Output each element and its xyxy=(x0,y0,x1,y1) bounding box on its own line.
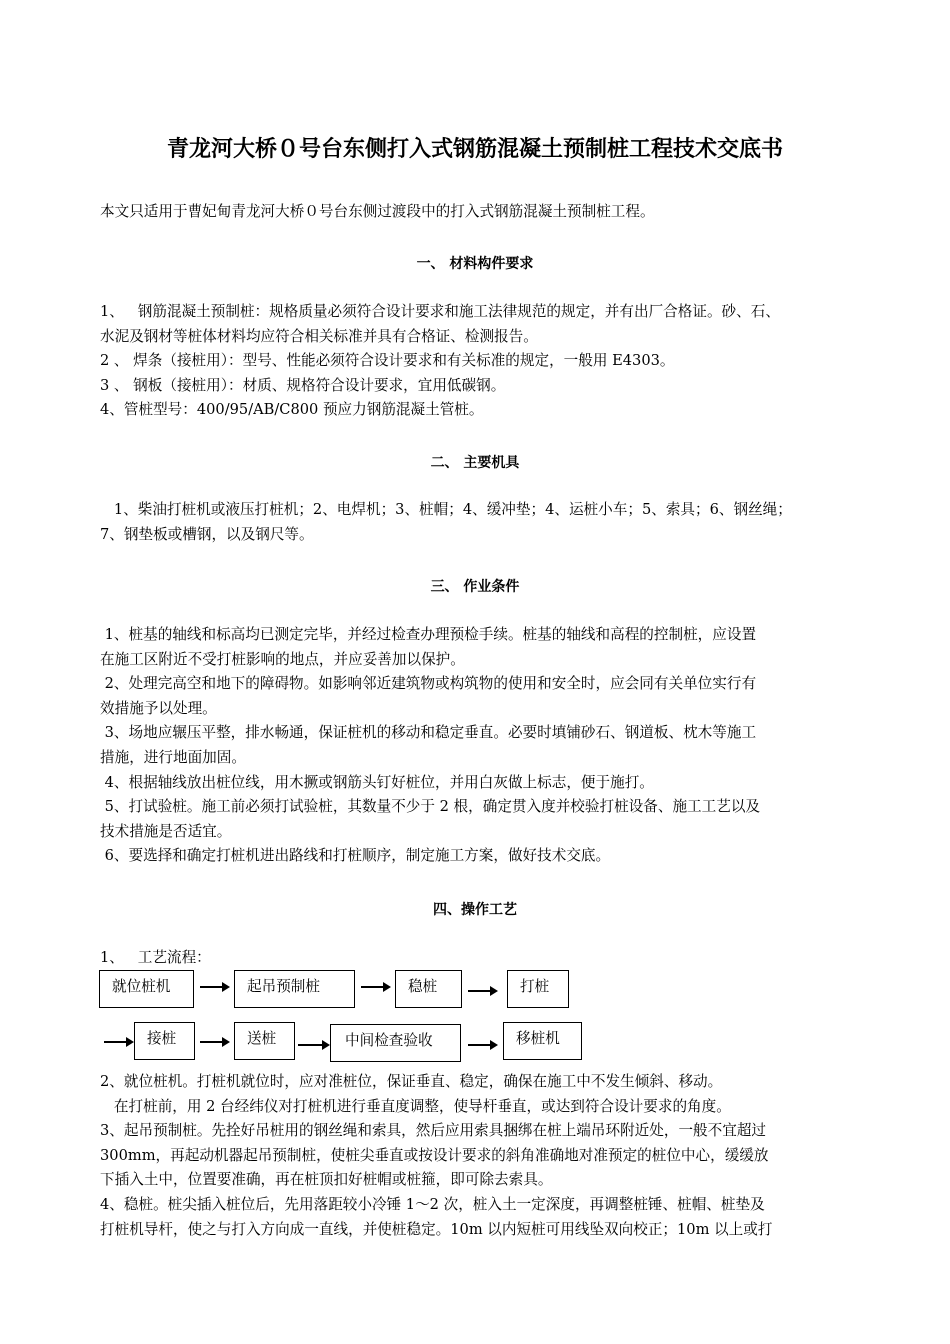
section4-line: 300mm，再起动机器起吊预制桩，使桩尖垂直或按设计要求的斜角准确地对准预定的桩位中心，缓缓放 xyxy=(100,1147,769,1164)
section3-line: 6、要选择和确定打桩机进出路线和打桩顺序，制定施工方案，做好技术交底。 xyxy=(100,847,611,864)
section4-line: 2、就位桩机。打桩机就位时，应对准桩位，保证垂直、稳定，确保在施工中不发生倾斜、移动。 xyxy=(100,1073,723,1090)
section1-line: 水泥及钢材等桩体材料均应符合相关标准并具有合格证、检测报告。 xyxy=(100,328,538,345)
section3-line: 3、场地应辗压平整，排水畅通，保证桩机的移动和稳定垂直。必要时填铺砂石、钢道板、枕木等施工 xyxy=(100,724,757,741)
section1-line: 2 、 焊条（接桩用）：型号、性能必须符合设计要求和有关标准的规定，一般用 E4303。 xyxy=(100,352,675,369)
section4-line: 打桩机导杆，使之与打入方向成一直线，并使桩稳定。10m 以内短桩可用线坠双向校正；10m 以上或打 xyxy=(100,1221,773,1238)
section-heading-equipment: 二、 主要机具 xyxy=(430,455,520,471)
section-heading-conditions: 三、 作业条件 xyxy=(430,579,520,595)
flow-arrow xyxy=(468,1040,498,1050)
section2-line: 1、柴油打桩机或液压打桩机；2、电焊机；3、桩帽；4、缓冲垫；4、运桩小车；5、索具；6、钢丝绳； xyxy=(100,501,792,518)
flow-arrow xyxy=(298,1040,330,1050)
section3-line: 2、处理完高空和地下的障碍物。如影响邻近建筑物或构筑物的使用和安全时，应会同有关单位实行有 xyxy=(100,675,757,692)
flow-arrow xyxy=(200,1037,230,1047)
section3-line: 技术措施是否适宜。 xyxy=(100,823,232,840)
section4-line: 下插入土中，位置要准确，再在桩顶扣好桩帽或桩箍，即可除去索具。 xyxy=(100,1171,553,1188)
flow-step-inspection: 中间检查验收 xyxy=(330,1024,461,1062)
section-heading-materials: 一、 材料构件要求 xyxy=(416,256,534,272)
flow-arrow xyxy=(361,982,391,992)
section2-line: 7、钢垫板或槽钢，以及钢尺等。 xyxy=(100,526,314,543)
section-heading-process: 四、操作工艺 xyxy=(433,902,517,918)
flow-arrow xyxy=(468,986,498,996)
section4-line: 4、稳桩。桩尖插入桩位后，先用落距较小冷锤 1～2 次，桩入土一定深度，再调整桩锤、桩帽、桩垫及 xyxy=(100,1196,765,1213)
section3-line: 4、根据轴线放出桩位线，用木撅或钢筋头钉好桩位，并用白灰做上标志，便于施打。 xyxy=(100,774,654,791)
process-flow-label: 1、 工艺流程： xyxy=(100,949,211,966)
section3-line: 在施工区附近不受打桩影响的地点，并应妥善加以保护。 xyxy=(100,651,465,668)
section4-line: 在打桩前，用 2 台经纬仪对打桩机进行垂直度调整，使导杆垂直，或达到符合设计要求的角度。 xyxy=(100,1098,731,1115)
flow-arrow xyxy=(104,1037,134,1047)
section4-line: 3、起吊预制桩。先拴好吊桩用的钢丝绳和索具，然后应用索具捆绑在桩上端吊环附近处，一般不宜超过 xyxy=(100,1122,767,1139)
section1-line: 4、管桩型号：400/95/AB/C800 预应力钢筋混凝土管桩。 xyxy=(100,401,484,418)
section3-line: 效措施予以处理。 xyxy=(100,700,217,717)
document-title: 青龙河大桥０号台东侧打入式钢筋混凝土预制桩工程技术交底书 xyxy=(166,137,783,162)
section1-line: 1、 钢筋混凝土预制桩：规格质量必须符合设计要求和施工法律规范的规定，并有出厂合格证。砂、石、 xyxy=(100,303,780,320)
section3-line: 1、桩基的轴线和标高均已测定完毕，并经过检查办理预检手续。桩基的轴线和高程的控制桩，应设置 xyxy=(100,626,757,643)
section1-line: 3 、 钢板（接桩用）：材质、规格符合设计要求，宜用低碳钢。 xyxy=(100,377,506,394)
section3-line: 措施，进行地面加固。 xyxy=(100,749,246,766)
flow-step-drive-pile: 打桩 xyxy=(507,970,569,1008)
flow-arrow xyxy=(200,982,230,992)
flow-step-lift-pile: 起吊预制桩 xyxy=(234,970,355,1008)
flow-step-splice-pile: 接桩 xyxy=(134,1022,195,1060)
flow-step-position-rig: 就位桩机 xyxy=(99,970,194,1008)
flow-step-follow-pile: 送桩 xyxy=(234,1022,295,1060)
section3-line: 5、打试验桩。施工前必须打试验桩，其数量不少于 2 根，确定贯入度并校验打桩设备、施工工艺以及 xyxy=(100,798,761,815)
intro-text: 本文只适用于曹妃甸青龙河大桥０号台东侧过渡段中的打入式钢筋混凝土预制桩工程。 xyxy=(100,203,655,220)
flow-step-move-rig: 移桩机 xyxy=(503,1022,582,1060)
flow-step-stabilize-pile: 稳桩 xyxy=(395,970,462,1008)
